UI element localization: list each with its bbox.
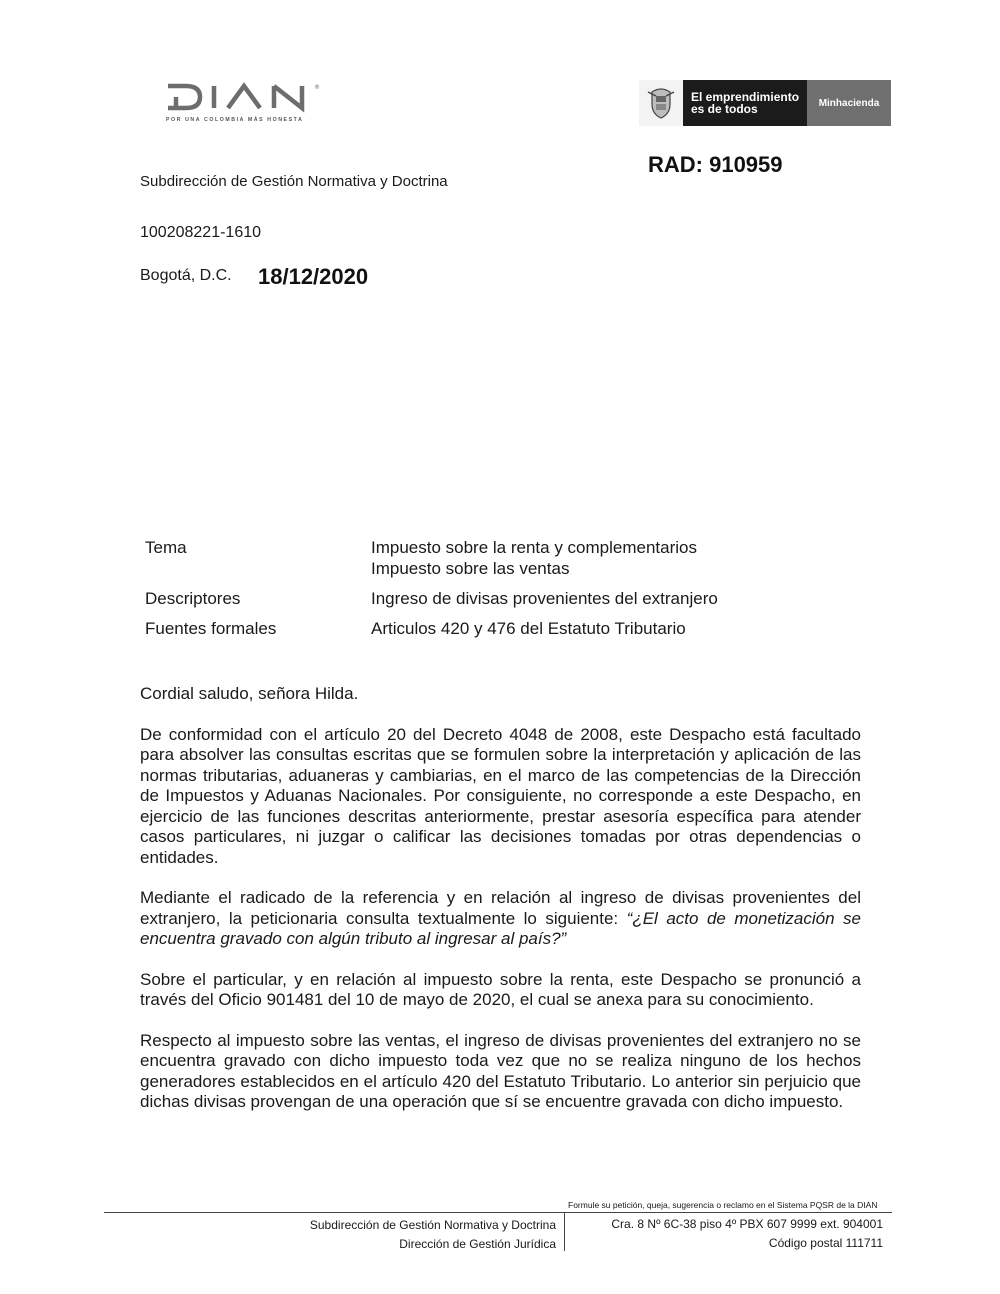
meta-label: Descriptores: [145, 589, 241, 608]
government-logo: [639, 80, 891, 126]
consultation-quote: “¿El acto de monetización se encuentra gravado con algún tributo al ingresar al país?”: [140, 908, 862, 948]
footer-vertical-divider: [564, 1213, 565, 1251]
meta-value-line: Articulos 420 y 476 del Estatuto Tributario: [371, 619, 686, 638]
document-date: 18/12/2020: [258, 264, 369, 289]
dian-wordmark-icon: [164, 80, 324, 114]
footer-pqsr-note: Formule su petición, queja, sugerencia o reclamo en el Sistema PQSR de la DIAN: [568, 1200, 878, 1210]
dian-logo: [164, 80, 324, 128]
svg-text:®: ®: [314, 84, 320, 91]
footer-address-line: Cra. 8 Nº 6C-38 piso 4º PBX 607 9999 ext. 904001: [611, 1217, 883, 1231]
footer-address: [576, 1215, 883, 1253]
footer-postal-code: Código postal 111711: [768, 1236, 883, 1250]
meta-row-fuentes: [145, 618, 865, 639]
city: Bogotá, D.C.: [140, 267, 232, 284]
footer-subdirection: Subdirección de Gestión Normativa y Doctrina: [309, 1218, 556, 1232]
ministry-label: Minhacienda: [807, 80, 891, 126]
coat-of-arms-icon: [639, 80, 683, 126]
paragraph-2: [140, 888, 861, 950]
footer-divider-line: [104, 1212, 892, 1213]
footer-direction: Dirección de Gestión Jurídica: [399, 1237, 556, 1251]
meta-value: [371, 618, 865, 639]
footer-office: [200, 1216, 556, 1254]
reference-number: 100208221-1610: [140, 224, 262, 241]
meta-row-tema: [145, 537, 865, 579]
meta-row-descriptores: [145, 588, 865, 609]
greeting: Cordial saludo, señora Hilda.: [140, 684, 359, 703]
paragraph-1: De conformidad con el artículo 20 del Decreto 4048 de 2008, este Despacho está facultado para absolver las consultas escritas que se formulen sobre la interpretación y aplicación de las normas tributarias, aduaneras y cambiarias, en el marco de las competencias de la Dirección de Impuestos y Aduanas Nacionales. Por consiguiente, no corresponde a este Despacho, en ejercicio de las funciones descritas anteriormente, prestar asesoría específica para atender casos particulares, ni juzgar o calificar las decisiones tomadas por otras dependencias o entidades.: [140, 724, 861, 867]
rad-number: RAD: 910959: [648, 152, 783, 177]
meta-value: [371, 588, 865, 609]
meta-value-line: Impuesto sobre las ventas: [371, 559, 570, 578]
subdirection-header: Subdirección de Gestión Normativa y Doctrina: [140, 173, 448, 190]
letter-body: [140, 684, 861, 1133]
slogan-line-2: es de todos: [691, 102, 758, 116]
slogan-block: [683, 80, 807, 126]
subject-table: [145, 537, 865, 648]
meta-label: Fuentes formales: [145, 619, 277, 638]
dian-tagline: POR UNA COLOMBIA MÁS HONESTA: [166, 117, 304, 123]
meta-value: [371, 537, 865, 579]
meta-label: Tema: [145, 538, 187, 557]
meta-value-line: Ingreso de divisas provenientes del extranjero: [371, 589, 718, 608]
paragraph-3: Sobre el particular, y en relación al impuesto sobre la renta, este Despacho se pronunció a través del Oficio 901481 del 10 de mayo de 2020, el cual se anexa para su conocimiento.: [140, 969, 861, 1009]
slogan-line-1: El emprendimiento: [691, 90, 800, 104]
paragraph-4: Respecto al impuesto sobre las ventas, el ingreso de divisas provenientes del extranjero no se encuentra gravado con dicho impuesto toda vez que no se realiza ninguno de los hechos generadores establecidos en el artículo 420 del Estatuto Tributario. Lo anterior sin perjuicio que dichas divisas provengan de una operación que sí se encuentre gravada con dicho impuesto.: [140, 1030, 861, 1111]
meta-value-line: Impuesto sobre la renta y complementarios: [371, 538, 697, 557]
paragraph-2-intro: Mediante el radicado de la referencia y en relación al ingreso de divisas provenientes del extranjero, la peticionaria consulta textualmente lo siguiente:: [140, 888, 861, 928]
